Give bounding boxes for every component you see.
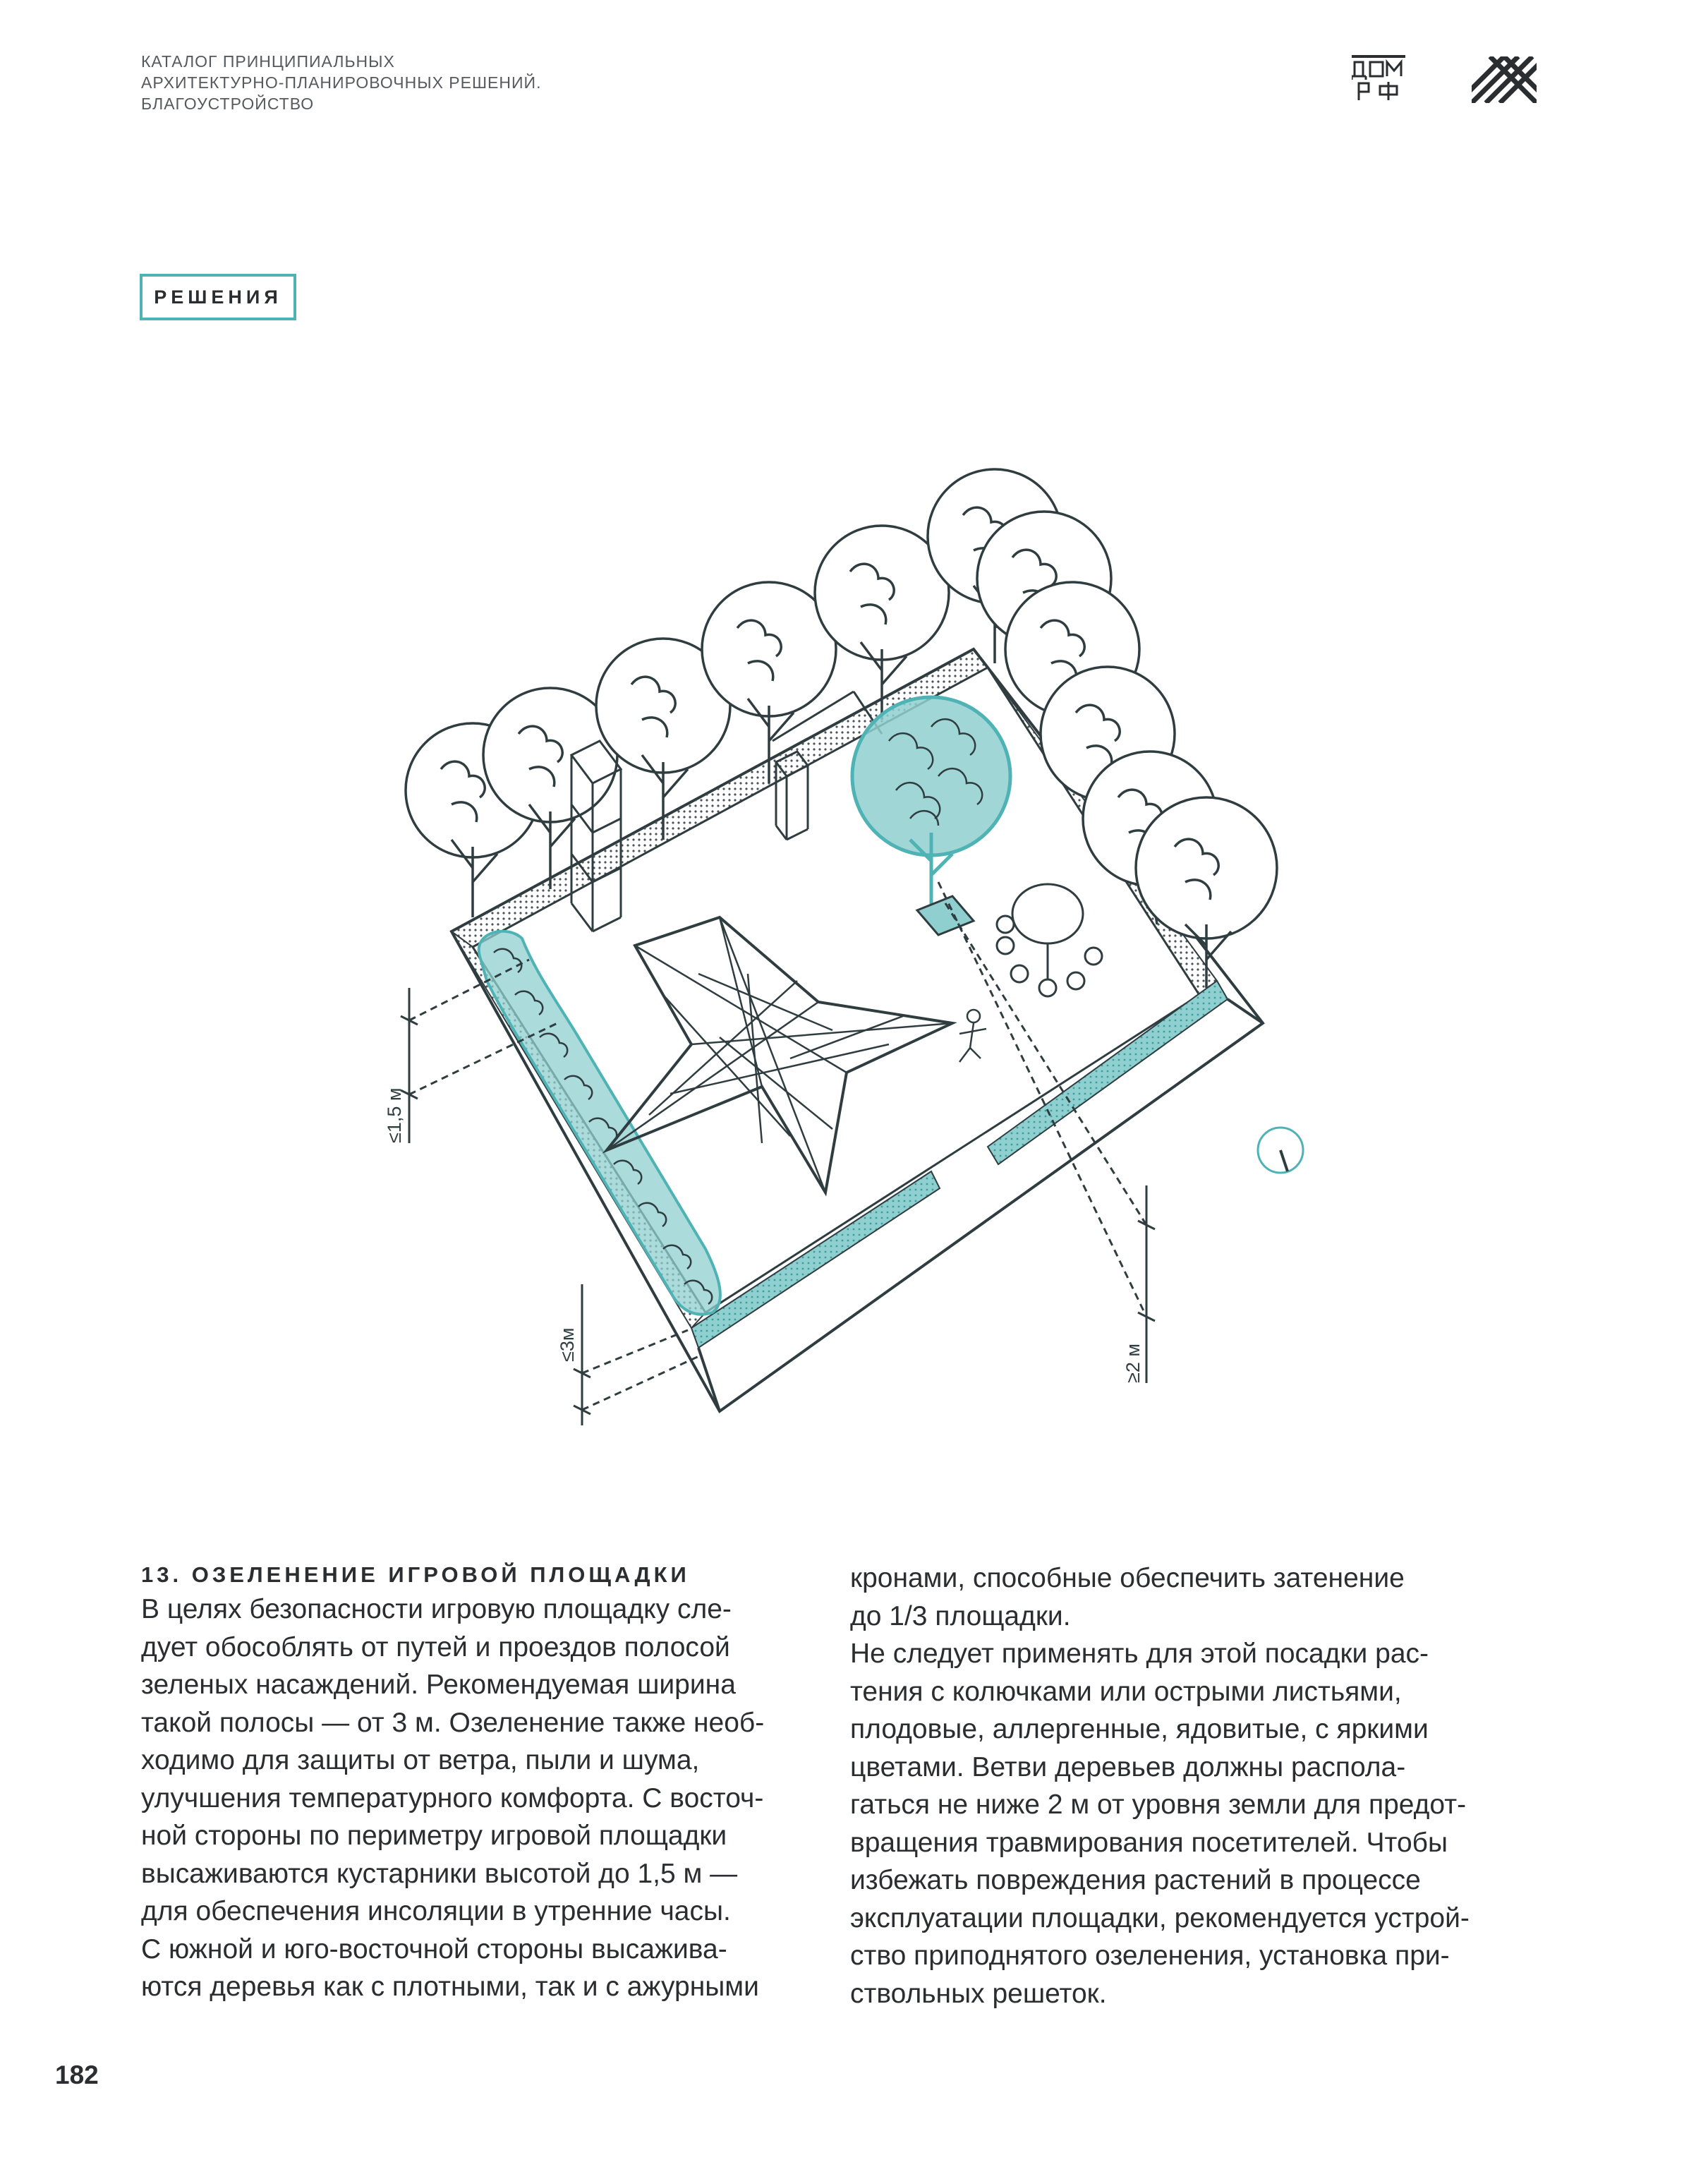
catalog-header xyxy=(141,51,541,114)
article-text-line: такой полосы — от 3 м. Озеленение также необ- xyxy=(141,1707,765,1738)
article-text-line: вращения травмирования посетителей. Чтобы xyxy=(850,1827,1448,1858)
dimension-label-strip-width: ≤3м xyxy=(557,1327,578,1362)
article-text-line: дует обособлять от путей и проездов полосой xyxy=(141,1631,730,1662)
playground-diagram xyxy=(367,437,1340,1454)
page-number: 182 xyxy=(55,2060,99,2089)
article-text-line: С южной и юго-восточной стороны высажива- xyxy=(141,1933,727,1964)
article-text-line: кронами, способные обеспечить затенение xyxy=(850,1563,1405,1593)
stripes-icon xyxy=(1472,56,1537,103)
article-text-line: гаться не ниже 2 м от уровня земли для предот- xyxy=(850,1789,1467,1820)
article-text-line: ной стороны по периметру игровой площадки xyxy=(141,1821,727,1851)
article-text-line: Не следует применять для этой посадки рас- xyxy=(850,1638,1429,1669)
article-text-line: зеленых насаждений. Рекомендуемая ширина xyxy=(141,1670,736,1700)
catalog-header-line: КАТАЛОГ ПРИНЦИПИАЛЬНЫХ xyxy=(141,52,395,71)
catalog-header-line: АРХИТЕКТУРНО-ПЛАНИРОВОЧНЫХ РЕШЕНИЙ. xyxy=(141,73,542,92)
diagonal-stripes-logo xyxy=(1472,56,1537,103)
article-title: 13. ОЗЕЛЕНЕНИЕ ИГРОВОЙ ПЛОЩАДКИ xyxy=(141,1562,690,1587)
dom-rf-logo-mark xyxy=(1352,55,1405,102)
article-right-column xyxy=(850,1559,1549,2012)
article-text-line: цветами. Ветви деревьев должны распола- xyxy=(850,1751,1406,1782)
article-left-column xyxy=(141,1559,840,2006)
article-text-line: эксплуатации площадки, рекомендуется устрой- xyxy=(850,1902,1470,1933)
north-compass-icon xyxy=(1258,1128,1303,1173)
section-badge: РЕШЕНИЯ xyxy=(140,274,296,320)
catalog-header-line: БЛАГОУСТРОЙСТВО xyxy=(141,95,315,113)
article-text-line: ствольных решеток. xyxy=(850,1978,1107,2009)
article-text-line: для обеспечения инсоляции в утренние часы. xyxy=(141,1896,731,1926)
article-text-line: ство приподнятого озеленения, установка при- xyxy=(850,1940,1450,1971)
dimension-label-shrub-height: ≤1,5 м xyxy=(384,1087,405,1143)
article-text-line: плодовые, аллергенные, ядовитые, с яркими xyxy=(850,1714,1429,1744)
article-text-line: ходимо для защиты от ветра, пыли и шума, xyxy=(141,1745,700,1775)
article-text-line: В целях безопасности игровую площадку сле- xyxy=(141,1594,732,1624)
article-text-line: до 1/3 площадки. xyxy=(850,1600,1071,1631)
article-text-line: улучшения температурного комфорта. С восточ- xyxy=(141,1782,764,1813)
dom-rf-logo xyxy=(1352,55,1405,102)
article-text-line: тения с колючками или острыми листьями, xyxy=(850,1676,1402,1707)
playground-axonometric-illustration xyxy=(367,437,1340,1454)
article-text-line: избежать повреждения растений в процессе xyxy=(850,1865,1421,1895)
article-text-line: ются деревья как с плотными, так и с ажурными xyxy=(141,1972,759,2002)
dimension-label-branch-height: ≥2 м xyxy=(1122,1344,1144,1383)
article-text-line: высаживаются кустарники высотой до 1,5 м — xyxy=(141,1858,738,1889)
